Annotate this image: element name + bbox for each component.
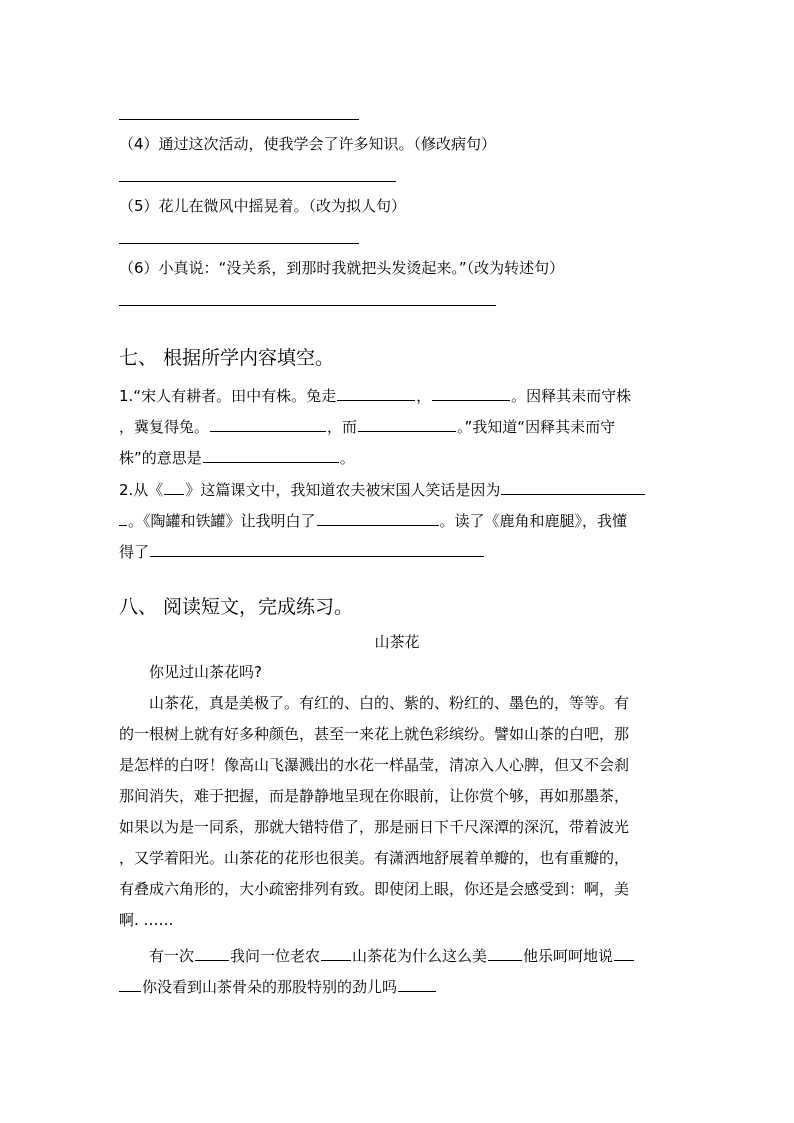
fill-blank[interactable] <box>337 383 415 401</box>
passage-text: 我问一位老农 <box>230 947 321 965</box>
q7-text: 得了 <box>119 543 150 561</box>
punctuation-blank[interactable] <box>195 943 229 961</box>
q7-line-5 <box>119 508 627 531</box>
passage-line: 那间消失，难于把握，而是静静地呈现在你眼前，让你赏个够，再如那墨茶， <box>119 787 630 805</box>
passage-title: 山茶花 <box>374 633 420 651</box>
q6-item-5: （5）花儿在微风中摇晃着。（改为拟人句） <box>119 197 407 215</box>
passage-line: 山茶花，真是美极了。有红的、白的、紫的、粉红的、墨色的，等等。有 <box>149 694 630 712</box>
passage-line: ，又学着阳光。山茶花的花形也很美。有潇洒地舒展着单瓣的，也有重瓣的， <box>119 849 630 867</box>
punctuation-blank[interactable] <box>119 974 141 992</box>
q7-text: 2.从《 <box>119 481 164 499</box>
passage-text: 山茶花为什么这么美 <box>352 947 488 965</box>
q6-item-4: （4）通过这次活动，使我学会了许多知识。（修改病句） <box>119 135 497 153</box>
fill-blank[interactable] <box>432 383 510 401</box>
fill-blank[interactable] <box>119 508 127 526</box>
q7-text: 1.“宋人有耕者。田中有株。兔走 <box>119 387 337 405</box>
fill-blank[interactable] <box>317 508 439 526</box>
passage-text: 有一次 <box>149 947 195 965</box>
q7-text: 。读了《鹿角和鹿腿》，我懂 <box>439 512 628 530</box>
punctuation-blank[interactable] <box>488 943 522 961</box>
passage-line: 啊. …… <box>119 911 174 929</box>
fill-blank[interactable] <box>358 414 456 432</box>
passage-line: 是怎样的白呀！像高山飞瀑溅出的水花一样晶莹，清凉入人心脾，但又不会刹 <box>119 756 630 774</box>
passage-line: 有叠成六角形的，大小疏密排列有致。即使闭上眼，你还是会感受到：啊，美 <box>119 880 630 898</box>
punctuation-blank[interactable] <box>398 974 436 992</box>
punctuation-line-2 <box>119 974 437 997</box>
answer-line-6 <box>119 305 496 306</box>
passage-text: 他乐呵呵地说 <box>523 947 614 965</box>
passage-line: 的一根树上就有好多种颜色，甚至一来花上就色彩缤纷。譬如山茶的白吧，那 <box>119 725 630 743</box>
fill-blank[interactable] <box>164 477 184 495</box>
q7-text: 。 <box>339 449 355 467</box>
q7-line-6 <box>119 539 485 562</box>
section-8-heading: 八、 阅读短文，完成练习。 <box>119 596 354 618</box>
q7-line-1 <box>119 383 631 406</box>
punctuation-blank[interactable] <box>614 943 634 961</box>
answer-line-4 <box>119 181 396 182</box>
fill-blank[interactable] <box>203 445 339 463</box>
fill-blank[interactable] <box>210 414 326 432</box>
q7-text: 。因释其耒而守株 <box>511 387 632 405</box>
passage-text: 你没看到山茶骨朵的那股特别的劲儿吗 <box>142 978 398 996</box>
passage-line: 如果以为是一同系，那就大错特借了，那是丽日下千尺深潭的深沉，带着波光 <box>119 818 630 836</box>
q7-text: 。《陶罐和铁罐》让我明白了 <box>128 512 316 530</box>
q7-text: 株”的意思是 <box>119 449 202 467</box>
punctuation-line-1 <box>149 943 635 966</box>
q7-line-4 <box>119 477 646 500</box>
fill-blank[interactable] <box>150 539 484 557</box>
q7-line-3 <box>119 445 355 468</box>
q7-text: 》这篇课文中，我知道农夫被宋国人笑话是因为 <box>185 481 501 499</box>
fill-blank[interactable] <box>501 477 645 495</box>
q7-text: ， <box>416 387 432 405</box>
section-7-heading: 七、 根据所学内容填空。 <box>119 347 335 369</box>
passage-paragraph-1: 你见过山茶花吗? <box>149 663 262 681</box>
q7-line-2 <box>119 414 615 437</box>
answer-line-5 <box>119 243 359 244</box>
q7-text: ，冀复得兔。 <box>119 418 210 436</box>
q6-item-6: （6）小真说：“没关系，到那时我就把头发烫起来。”（改为转述句） <box>119 259 565 277</box>
answer-line-3 <box>119 119 359 120</box>
q7-text: ，而 <box>327 418 358 436</box>
punctuation-blank[interactable] <box>321 943 351 961</box>
q7-text: 。”我知道“因释其耒而守 <box>457 418 616 436</box>
